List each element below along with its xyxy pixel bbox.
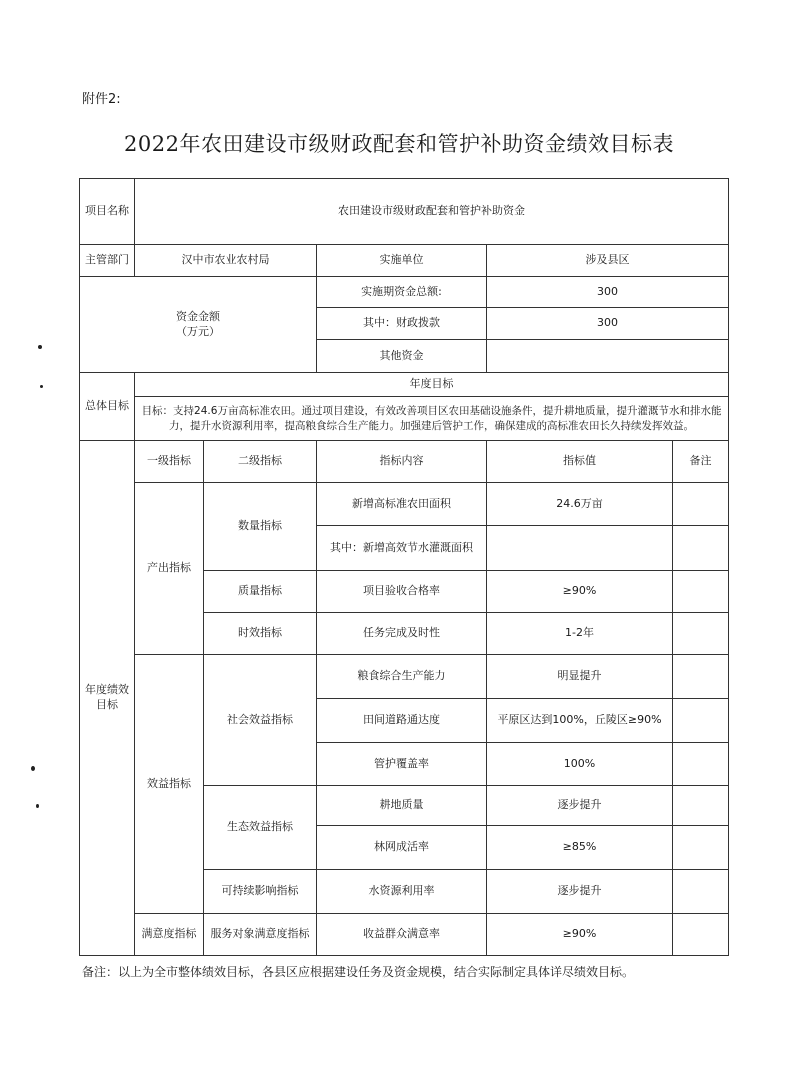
annual-performance-label-line1: 年度绩效 <box>85 683 129 697</box>
page-title: 2022年农田建设市级财政配套和管护补助资金绩效目标表 <box>124 132 674 156</box>
department-value: 汉中市农业农村局 <box>135 245 317 277</box>
funds-other-label: 其他资金 <box>317 340 487 373</box>
department-row <box>80 245 729 277</box>
funds-label <box>80 277 317 373</box>
funds-total-value: 300 <box>487 277 729 308</box>
indicator-content: 项目验收合格率 <box>317 571 487 613</box>
indicator-value: 24.6万亩 <box>487 483 673 526</box>
indicator-note <box>673 826 729 870</box>
annual-performance-label-line2: 目标 <box>96 698 118 711</box>
overall-goal-text-row <box>80 397 729 441</box>
timeliness-indicator-label: 时效指标 <box>204 613 317 655</box>
quality-indicator-label: 质量指标 <box>204 571 317 613</box>
indicator-content: 任务完成及时性 <box>317 613 487 655</box>
indicator-content: 粮食综合生产能力 <box>317 655 487 699</box>
indicator-note <box>673 613 729 655</box>
social-benefit-label: 社会效益指标 <box>204 655 317 786</box>
benefit-indicator-label: 效益指标 <box>135 655 204 914</box>
funds-label-line2: （万元） <box>176 324 220 338</box>
funds-label-line1: 资金金额 <box>176 309 220 323</box>
satisfaction-indicator-label: 满意度指标 <box>135 914 204 956</box>
overall-goal-header-row <box>80 373 729 397</box>
indicator-note <box>673 699 729 743</box>
project-name-value: 农田建设市级财政配套和管护补助资金 <box>135 179 729 245</box>
scan-speck <box>31 766 35 771</box>
indicator-content: 田间道路通达度 <box>317 699 487 743</box>
overall-goal-text: 目标：支持24.6万亩高标准农田。通过项目建设，有效改善项目区农田基础设施条件，提升耕地质量，提升灌溉节水和排水能力，提升水资源利用率，提高粮食综合生产能力。加强建后管护工作，确保建成的高标准农田长久持续发挥效益。 <box>135 397 729 441</box>
header-value: 指标值 <box>487 441 673 483</box>
indicator-value: ≥90% <box>487 914 673 956</box>
department-label: 主管部门 <box>80 245 135 277</box>
implementing-unit-label: 实施单位 <box>317 245 487 277</box>
service-satisfaction-label: 服务对象满意度指标 <box>204 914 317 956</box>
indicator-content: 林网成活率 <box>317 826 487 870</box>
header-note: 备注 <box>673 441 729 483</box>
funds-fiscal-value: 300 <box>487 308 729 340</box>
header-content: 指标内容 <box>317 441 487 483</box>
funds-fiscal-label: 其中：财政拨款 <box>317 308 487 340</box>
indicator-content: 收益群众满意率 <box>317 914 487 956</box>
indicator-content: 水资源利用率 <box>317 870 487 914</box>
footnote: 备注：以上为全市整体绩效目标，各县区应根据建设任务及资金规模，结合实际制定具体详尽绩效目标。 <box>82 965 635 979</box>
indicator-value: 明显提升 <box>487 655 673 699</box>
table-row <box>80 914 729 956</box>
indicator-value: 100% <box>487 743 673 786</box>
project-name-label: 项目名称 <box>80 179 135 245</box>
indicator-value <box>487 526 673 571</box>
table-row <box>80 655 729 699</box>
indicator-content: 新增高标准农田面积 <box>317 483 487 526</box>
performance-target-table <box>79 178 729 956</box>
scan-speck <box>40 385 43 388</box>
indicator-content: 管护覆盖率 <box>317 743 487 786</box>
indicator-content: 耕地质量 <box>317 786 487 826</box>
indicator-value: 1-2年 <box>487 613 673 655</box>
ecological-benefit-label: 生态效益指标 <box>204 786 317 870</box>
funds-total-row <box>80 277 729 308</box>
indicator-note <box>673 870 729 914</box>
header-level1: 一级指标 <box>135 441 204 483</box>
quantity-indicator-label: 数量指标 <box>204 483 317 571</box>
indicator-value: ≥90% <box>487 571 673 613</box>
indicator-note <box>673 526 729 571</box>
indicator-note <box>673 786 729 826</box>
sustainability-indicator-label: 可持续影响指标 <box>204 870 317 914</box>
indicator-value: ≥85% <box>487 826 673 870</box>
output-indicator-label: 产出指标 <box>135 483 204 655</box>
indicator-value: 逐步提升 <box>487 786 673 826</box>
indicator-note <box>673 743 729 786</box>
indicator-note <box>673 483 729 526</box>
project-name-row <box>80 179 729 245</box>
annual-goal-header: 年度目标 <box>135 373 729 397</box>
indicator-value: 逐步提升 <box>487 870 673 914</box>
annual-performance-label <box>80 441 135 956</box>
scan-speck <box>36 804 39 808</box>
indicator-note <box>673 571 729 613</box>
header-level2: 二级指标 <box>204 441 317 483</box>
scan-speck <box>38 345 42 349</box>
indicator-value: 平原区达到100%，丘陵区≥90% <box>487 699 673 743</box>
indicator-note <box>673 655 729 699</box>
overall-goal-label: 总体目标 <box>80 373 135 441</box>
indicator-note <box>673 914 729 956</box>
funds-total-label: 实施期资金总额: <box>317 277 487 308</box>
funds-other-value <box>487 340 729 373</box>
indicator-header-row <box>80 441 729 483</box>
attachment-label: 附件2: <box>82 92 121 107</box>
implementing-unit-value: 涉及县区 <box>487 245 729 277</box>
indicator-content: 其中：新增高效节水灌溉面积 <box>317 526 487 571</box>
table-row <box>80 483 729 526</box>
